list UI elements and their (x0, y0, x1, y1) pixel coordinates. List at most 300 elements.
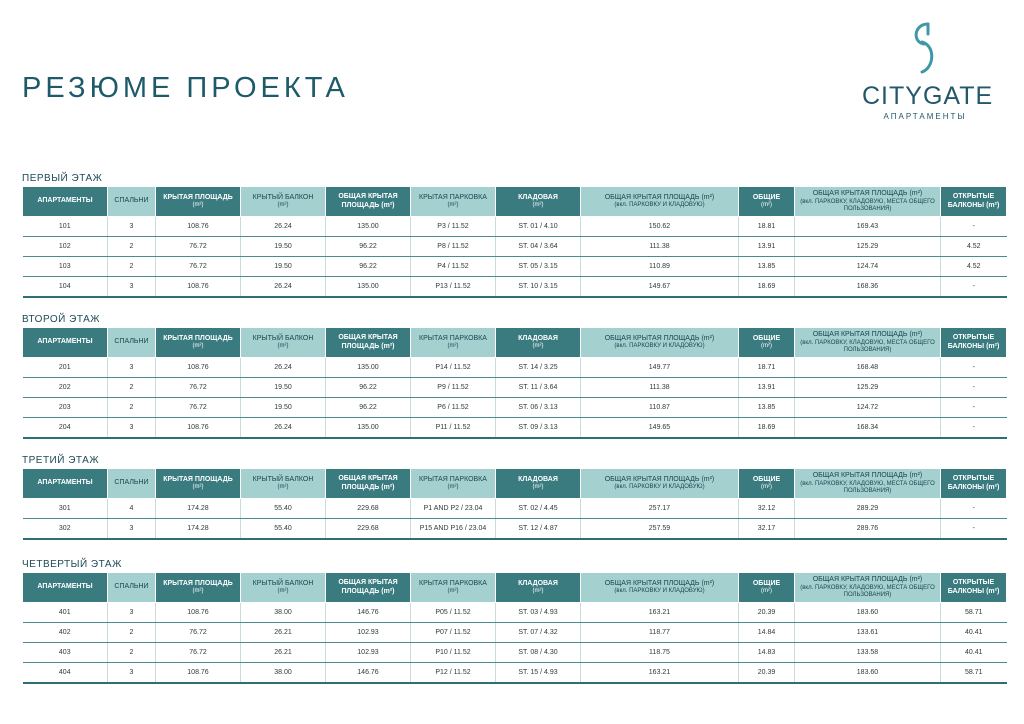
table-cell: P14 / 11.52 (411, 358, 496, 378)
table-cell: P6 / 11.52 (411, 398, 496, 418)
table-cell: 404 (23, 663, 108, 684)
table-cell: 76.72 (156, 257, 241, 277)
table-cell: P05 / 11.52 (411, 603, 496, 623)
table-cell: 108.76 (156, 663, 241, 684)
table-cell: 14.84 (739, 623, 795, 643)
table-cell: 118.77 (581, 623, 739, 643)
apartments-table (22, 327, 1007, 439)
table-cell: - (941, 217, 1007, 237)
table-cell: 168.48 (795, 358, 941, 378)
table-cell: 96.22 (326, 398, 411, 418)
column-header-label: ОТКРЫТЫЕ БАЛКОНЫ (m²) (947, 193, 1000, 209)
column-header-label: СПАЛЬНИ (114, 479, 149, 487)
column-header-label: СПАЛЬНИ (114, 338, 149, 346)
column-header-label: ОБЩИЕ (752, 579, 781, 587)
column-header-unit: (m²) (761, 588, 772, 595)
table-cell: 125.29 (795, 378, 941, 398)
table-cell: 18.81 (739, 217, 795, 237)
column-header (156, 469, 241, 499)
column-header (581, 187, 739, 217)
table-cell: ST. 10 / 3.15 (496, 277, 581, 298)
table-cell: 174.28 (156, 499, 241, 519)
table-cell: 204 (23, 418, 108, 439)
column-header-unit: (m²) (761, 202, 772, 209)
table-cell: 76.72 (156, 623, 241, 643)
column-header-label: АПАРТАМЕНТЫ (37, 583, 93, 591)
column-header (795, 328, 941, 358)
column-header (241, 187, 326, 217)
table-cell: 3 (108, 663, 156, 684)
column-header-label: ОТКРЫТЫЕ БАЛКОНЫ (m²) (947, 579, 1000, 595)
column-header-unit: (вкл. ПАРКОВКУ, КЛАДОВУЮ, МЕСТА ОБЩЕГО ПОЛЬЗОВАНИЯ) (800, 480, 935, 494)
floor-title: ПЕРВЫЙ ЭТАЖ (22, 173, 103, 184)
logo-name: CITYGATE (862, 82, 994, 110)
table-cell: 257.17 (581, 499, 739, 519)
table-cell: 229.68 (326, 519, 411, 540)
table-cell: P10 / 11.52 (411, 643, 496, 663)
table-cell: 3 (108, 277, 156, 298)
table-cell: - (941, 398, 1007, 418)
table-cell: 403 (23, 643, 108, 663)
table-cell: - (941, 499, 1007, 519)
column-header (581, 328, 739, 358)
table-cell: 3 (108, 603, 156, 623)
table-cell: 96.22 (326, 257, 411, 277)
table-cell: 135.00 (326, 358, 411, 378)
floor-title: ЧЕТВЕРТЫЙ ЭТАЖ (22, 559, 122, 570)
table-row (23, 358, 1007, 378)
table-cell: ST. 11 / 3.64 (496, 378, 581, 398)
column-header-label: КЛАДОВАЯ (518, 579, 558, 587)
column-header (411, 469, 496, 499)
column-header (241, 469, 326, 499)
column-header-label: КРЫТЫЙ БАЛКОН (252, 475, 314, 483)
column-header (739, 328, 795, 358)
table-cell: 289.29 (795, 499, 941, 519)
table-cell: 13.91 (739, 378, 795, 398)
column-header-label: КЛАДОВАЯ (518, 475, 558, 483)
column-header-label: ОБЩАЯ КРЫТАЯ ПЛОЩАДЬ (m²) (812, 472, 923, 480)
column-header-unit: (m²) (192, 343, 204, 350)
floor-title: ТРЕТИЙ ЭТАЖ (22, 455, 100, 466)
column-header-label: КРЫТАЯ ПАРКОВКА (419, 193, 487, 201)
table-cell: 149.67 (581, 277, 739, 298)
table-cell: 135.00 (326, 217, 411, 237)
column-header-label: ОБЩИЕ (752, 475, 781, 483)
table-cell: P07 / 11.52 (411, 623, 496, 643)
page-title: РЕЗЮМЕ ПРОЕКТА (22, 72, 349, 104)
column-header (326, 573, 411, 603)
column-header-unit: (m²) (447, 588, 459, 595)
column-header-label: КРЫТАЯ ПЛОЩАДЬ (163, 193, 233, 201)
floor-title: ВТОРОЙ ЭТАЖ (22, 314, 100, 325)
table-cell: 146.76 (326, 603, 411, 623)
table-cell: 76.72 (156, 643, 241, 663)
table-cell: 96.22 (326, 378, 411, 398)
column-header-unit: (m²) (192, 484, 204, 491)
column-header (156, 328, 241, 358)
citygate-logo (862, 20, 994, 125)
table-cell: - (941, 378, 1007, 398)
column-header (941, 573, 1007, 603)
column-header-label: АПАРТАМЕНТЫ (37, 479, 93, 487)
table-cell: 40.41 (941, 643, 1007, 663)
table-cell: 108.76 (156, 603, 241, 623)
column-header-label: СПАЛЬНИ (114, 197, 149, 205)
table-cell: 18.69 (739, 418, 795, 439)
column-header-label: КРЫТАЯ ПЛОЩАДЬ (163, 334, 233, 342)
column-header (739, 573, 795, 603)
column-header-label: КЛАДОВАЯ (518, 334, 558, 342)
column-header (795, 573, 941, 603)
column-header (739, 187, 795, 217)
table-cell: 32.12 (739, 499, 795, 519)
column-header (241, 328, 326, 358)
column-header-label: КРЫТАЯ ПЛОЩАДЬ (163, 579, 233, 587)
column-header (108, 187, 156, 217)
table-cell: 133.61 (795, 623, 941, 643)
column-header-unit: (m²) (447, 343, 459, 350)
column-header (326, 469, 411, 499)
table-cell: 110.87 (581, 398, 739, 418)
column-header-label: КРЫТАЯ ПАРКОВКА (419, 334, 487, 342)
table-cell: P8 / 11.52 (411, 237, 496, 257)
column-header-unit: (m²) (532, 202, 544, 209)
column-header (23, 469, 108, 499)
table-cell: ST. 07 / 4.32 (496, 623, 581, 643)
column-header (795, 187, 941, 217)
column-header-label: АПАРТАМЕНТЫ (37, 197, 93, 205)
table-cell: ST. 14 / 3.25 (496, 358, 581, 378)
table-row (23, 237, 1007, 257)
citygate-logo-icon (904, 20, 944, 80)
table-row (23, 217, 1007, 237)
table-cell: 76.72 (156, 237, 241, 257)
table-cell: 13.91 (739, 237, 795, 257)
table-cell: 20.39 (739, 603, 795, 623)
column-header-label: ОБЩАЯ КРЫТАЯ ПЛОЩАДЬ (m²) (338, 334, 398, 350)
table-row (23, 643, 1007, 663)
table-cell: 108.76 (156, 217, 241, 237)
table-cell: 26.24 (241, 277, 326, 298)
table-cell: 26.21 (241, 643, 326, 663)
table-row (23, 418, 1007, 439)
column-header-unit: (m²) (447, 202, 459, 209)
table-cell: 14.83 (739, 643, 795, 663)
table-cell: 3 (108, 519, 156, 540)
table-cell: ST. 09 / 3.13 (496, 418, 581, 439)
table-cell: P1 AND P2 / 23.04 (411, 499, 496, 519)
table-cell: 401 (23, 603, 108, 623)
floor-section (22, 312, 1002, 439)
table-cell: 20.39 (739, 663, 795, 684)
column-header-label: ОБЩАЯ КРЫТАЯ ПЛОЩАДЬ (m²) (812, 190, 923, 198)
apartments-table (22, 572, 1007, 684)
column-header-label: ОБЩИЕ (752, 193, 781, 201)
column-header (108, 328, 156, 358)
table-cell: 146.76 (326, 663, 411, 684)
table-cell: 40.41 (941, 623, 1007, 643)
table-cell: 163.21 (581, 663, 739, 684)
column-header (496, 328, 581, 358)
column-header-unit: (m²) (532, 343, 544, 350)
table-cell: 2 (108, 398, 156, 418)
table-cell: 2 (108, 257, 156, 277)
table-cell: 102.93 (326, 643, 411, 663)
table-cell: 3 (108, 418, 156, 439)
table-cell: - (941, 277, 1007, 298)
column-header (581, 573, 739, 603)
table-cell: 135.00 (326, 277, 411, 298)
table-cell: 229.68 (326, 499, 411, 519)
table-cell: 3 (108, 217, 156, 237)
column-header-unit: (m²) (277, 588, 289, 595)
column-header-unit: (m²) (532, 588, 544, 595)
column-header-unit: (m²) (277, 343, 289, 350)
table-cell: 4.52 (941, 237, 1007, 257)
table-cell: ST. 04 / 3.64 (496, 237, 581, 257)
apartments-table (22, 186, 1007, 298)
column-header-unit: (m²) (277, 202, 289, 209)
table-cell: 150.62 (581, 217, 739, 237)
table-cell: 19.50 (241, 237, 326, 257)
table-cell: 183.60 (795, 603, 941, 623)
table-row (23, 603, 1007, 623)
column-header (411, 187, 496, 217)
column-header (941, 187, 1007, 217)
table-cell: 124.74 (795, 257, 941, 277)
table-row (23, 398, 1007, 418)
column-header-unit: (m²) (192, 588, 204, 595)
table-cell: ST. 08 / 4.30 (496, 643, 581, 663)
table-cell: 169.43 (795, 217, 941, 237)
column-header (23, 573, 108, 603)
column-header (241, 573, 326, 603)
table-cell: 2 (108, 378, 156, 398)
table-cell: ST. 03 / 4.93 (496, 603, 581, 623)
column-header-unit: (m²) (761, 343, 772, 350)
table-cell: 108.76 (156, 418, 241, 439)
table-cell: ST. 01 / 4.10 (496, 217, 581, 237)
column-header-label: ОБЩАЯ КРЫТАЯ ПЛОЩАДЬ (m²) (812, 576, 923, 584)
table-cell: 26.24 (241, 358, 326, 378)
column-header-label: ОБЩАЯ КРЫТАЯ ПЛОЩАДЬ (m²) (338, 579, 398, 595)
table-row (23, 277, 1007, 298)
table-cell: 55.40 (241, 499, 326, 519)
table-cell: P9 / 11.52 (411, 378, 496, 398)
table-cell: 302 (23, 519, 108, 540)
table-cell: P4 / 11.52 (411, 257, 496, 277)
table-cell: 174.28 (156, 519, 241, 540)
table-cell: 301 (23, 499, 108, 519)
column-header-label: ОБЩАЯ КРЫТАЯ ПЛОЩАДЬ (m²) (604, 193, 715, 201)
column-header-label: ОБЩАЯ КРЫТАЯ ПЛОЩАДЬ (m²) (338, 475, 398, 491)
table-cell: 289.76 (795, 519, 941, 540)
table-cell: 3 (108, 358, 156, 378)
table-cell: 149.77 (581, 358, 739, 378)
table-cell: 110.89 (581, 257, 739, 277)
table-cell: P11 / 11.52 (411, 418, 496, 439)
column-header-label: КРЫТЫЙ БАЛКОН (252, 579, 314, 587)
table-cell: 133.58 (795, 643, 941, 663)
table-cell: 19.50 (241, 398, 326, 418)
column-header (156, 187, 241, 217)
column-header (326, 328, 411, 358)
column-header-unit: (вкл. ПАРКОВКУ И КЛАДОВУЮ) (614, 343, 705, 350)
column-header-unit: (вкл. ПАРКОВКУ И КЛАДОВУЮ) (614, 588, 705, 595)
column-header (23, 187, 108, 217)
table-cell: - (941, 418, 1007, 439)
table-cell: 38.00 (241, 663, 326, 684)
floor-section (22, 557, 1002, 684)
table-cell: 58.71 (941, 603, 1007, 623)
table-cell: 19.50 (241, 257, 326, 277)
table-cell: 18.69 (739, 277, 795, 298)
table-cell: 108.76 (156, 358, 241, 378)
floor-section (22, 171, 1002, 298)
column-header (581, 469, 739, 499)
table-row (23, 257, 1007, 277)
table-cell: P15 AND P16 / 23.04 (411, 519, 496, 540)
table-row (23, 623, 1007, 643)
column-header (941, 328, 1007, 358)
table-cell: 201 (23, 358, 108, 378)
column-header (108, 469, 156, 499)
table-cell: 163.21 (581, 603, 739, 623)
table-cell: ST. 05 / 3.15 (496, 257, 581, 277)
column-header-label: ОБЩАЯ КРЫТАЯ ПЛОЩАДЬ (m²) (604, 475, 715, 483)
column-header (941, 469, 1007, 499)
column-header-label: КРЫТЫЙ БАЛКОН (252, 193, 314, 201)
table-cell: 26.21 (241, 623, 326, 643)
table-cell: P12 / 11.52 (411, 663, 496, 684)
table-cell: 104 (23, 277, 108, 298)
column-header (156, 573, 241, 603)
table-cell: 2 (108, 643, 156, 663)
table-cell: 26.24 (241, 418, 326, 439)
column-header-label: ОБЩИЕ (752, 334, 781, 342)
column-header-unit: (вкл. ПАРКОВКУ, КЛАДОВУЮ, МЕСТА ОБЩЕГО ПОЛЬЗОВАНИЯ) (800, 339, 935, 353)
column-header (496, 187, 581, 217)
floor-section (22, 453, 1002, 540)
table-cell: - (941, 519, 1007, 540)
table-cell: 76.72 (156, 378, 241, 398)
table-cell: ST. 06 / 3.13 (496, 398, 581, 418)
column-header (795, 469, 941, 499)
table-cell: 18.71 (739, 358, 795, 378)
column-header-label: КРЫТАЯ ПАРКОВКА (419, 579, 487, 587)
table-cell: 38.00 (241, 603, 326, 623)
table-cell: 257.59 (581, 519, 739, 540)
table-cell: 111.38 (581, 237, 739, 257)
column-header-label: СПАЛЬНИ (114, 583, 149, 591)
table-cell: ST. 02 / 4.45 (496, 499, 581, 519)
table-row (23, 499, 1007, 519)
table-cell: P3 / 11.52 (411, 217, 496, 237)
column-header-label: КРЫТАЯ ПАРКОВКА (419, 475, 487, 483)
table-row (23, 378, 1007, 398)
column-header (739, 469, 795, 499)
column-header-label: ОБЩАЯ КРЫТАЯ ПЛОЩАДЬ (m²) (604, 334, 715, 342)
column-header-label: ОБЩАЯ КРЫТАЯ ПЛОЩАДЬ (m²) (812, 331, 923, 339)
table-cell: 124.72 (795, 398, 941, 418)
column-header-unit: (m²) (277, 484, 289, 491)
table-row (23, 663, 1007, 684)
column-header-unit: (m²) (761, 484, 772, 491)
column-header-label: АПАРТАМЕНТЫ (37, 338, 93, 346)
table-cell: 101 (23, 217, 108, 237)
table-cell: 103 (23, 257, 108, 277)
column-header-label: КРЫТАЯ ПЛОЩАДЬ (163, 475, 233, 483)
table-cell: 202 (23, 378, 108, 398)
apartments-table (22, 468, 1007, 540)
table-cell: 19.50 (241, 378, 326, 398)
column-header-unit: (вкл. ПАРКОВКУ, КЛАДОВУЮ, МЕСТА ОБЩЕГО ПОЛЬЗОВАНИЯ) (800, 198, 935, 212)
column-header-unit: (вкл. ПАРКОВКУ И КЛАДОВУЮ) (614, 484, 705, 491)
column-header-label: КРЫТЫЙ БАЛКОН (252, 334, 314, 342)
table-cell: 402 (23, 623, 108, 643)
table-cell: 55.40 (241, 519, 326, 540)
column-header-label: ОБЩАЯ КРЫТАЯ ПЛОЩАДЬ (m²) (604, 579, 715, 587)
table-cell: 76.72 (156, 398, 241, 418)
table-cell: 26.24 (241, 217, 326, 237)
table-cell: 13.85 (739, 257, 795, 277)
column-header (496, 469, 581, 499)
table-cell: 102.93 (326, 623, 411, 643)
column-header-unit: (m²) (192, 202, 204, 209)
table-cell: 168.36 (795, 277, 941, 298)
table-cell: 58.71 (941, 663, 1007, 684)
table-cell: 4.52 (941, 257, 1007, 277)
column-header (108, 573, 156, 603)
table-cell: 168.34 (795, 418, 941, 439)
column-header-label: ОБЩАЯ КРЫТАЯ ПЛОЩАДЬ (m²) (338, 193, 398, 209)
column-header-unit: (m²) (447, 484, 459, 491)
table-cell: 108.76 (156, 277, 241, 298)
table-cell: P13 / 11.52 (411, 277, 496, 298)
column-header (411, 573, 496, 603)
column-header (496, 573, 581, 603)
column-header-label: КЛАДОВАЯ (518, 193, 558, 201)
column-header (411, 328, 496, 358)
table-cell: ST. 12 / 4.87 (496, 519, 581, 540)
table-cell: 13.85 (739, 398, 795, 418)
table-cell: 203 (23, 398, 108, 418)
column-header-unit: (m²) (532, 484, 544, 491)
table-cell: 96.22 (326, 237, 411, 257)
logo-subtitle: АПАРТАМЕНТЫ (883, 112, 967, 121)
table-cell: 2 (108, 623, 156, 643)
column-header-unit: (вкл. ПАРКОВКУ И КЛАДОВУЮ) (614, 202, 705, 209)
table-cell: 149.65 (581, 418, 739, 439)
column-header-label: ОТКРЫТЫЕ БАЛКОНЫ (m²) (947, 334, 1000, 350)
table-cell: ST. 15 / 4.93 (496, 663, 581, 684)
column-header (326, 187, 411, 217)
column-header (23, 328, 108, 358)
table-cell: 102 (23, 237, 108, 257)
table-cell: 2 (108, 237, 156, 257)
table-cell: 111.38 (581, 378, 739, 398)
table-cell: 183.60 (795, 663, 941, 684)
table-row (23, 519, 1007, 540)
table-cell: 118.75 (581, 643, 739, 663)
table-cell: 135.00 (326, 418, 411, 439)
table-cell: - (941, 358, 1007, 378)
column-header-unit: (вкл. ПАРКОВКУ, КЛАДОВУЮ, МЕСТА ОБЩЕГО ПОЛЬЗОВАНИЯ) (800, 584, 935, 598)
table-cell: 125.29 (795, 237, 941, 257)
table-cell: 32.17 (739, 519, 795, 540)
column-header-label: ОТКРЫТЫЕ БАЛКОНЫ (m²) (947, 475, 1000, 491)
